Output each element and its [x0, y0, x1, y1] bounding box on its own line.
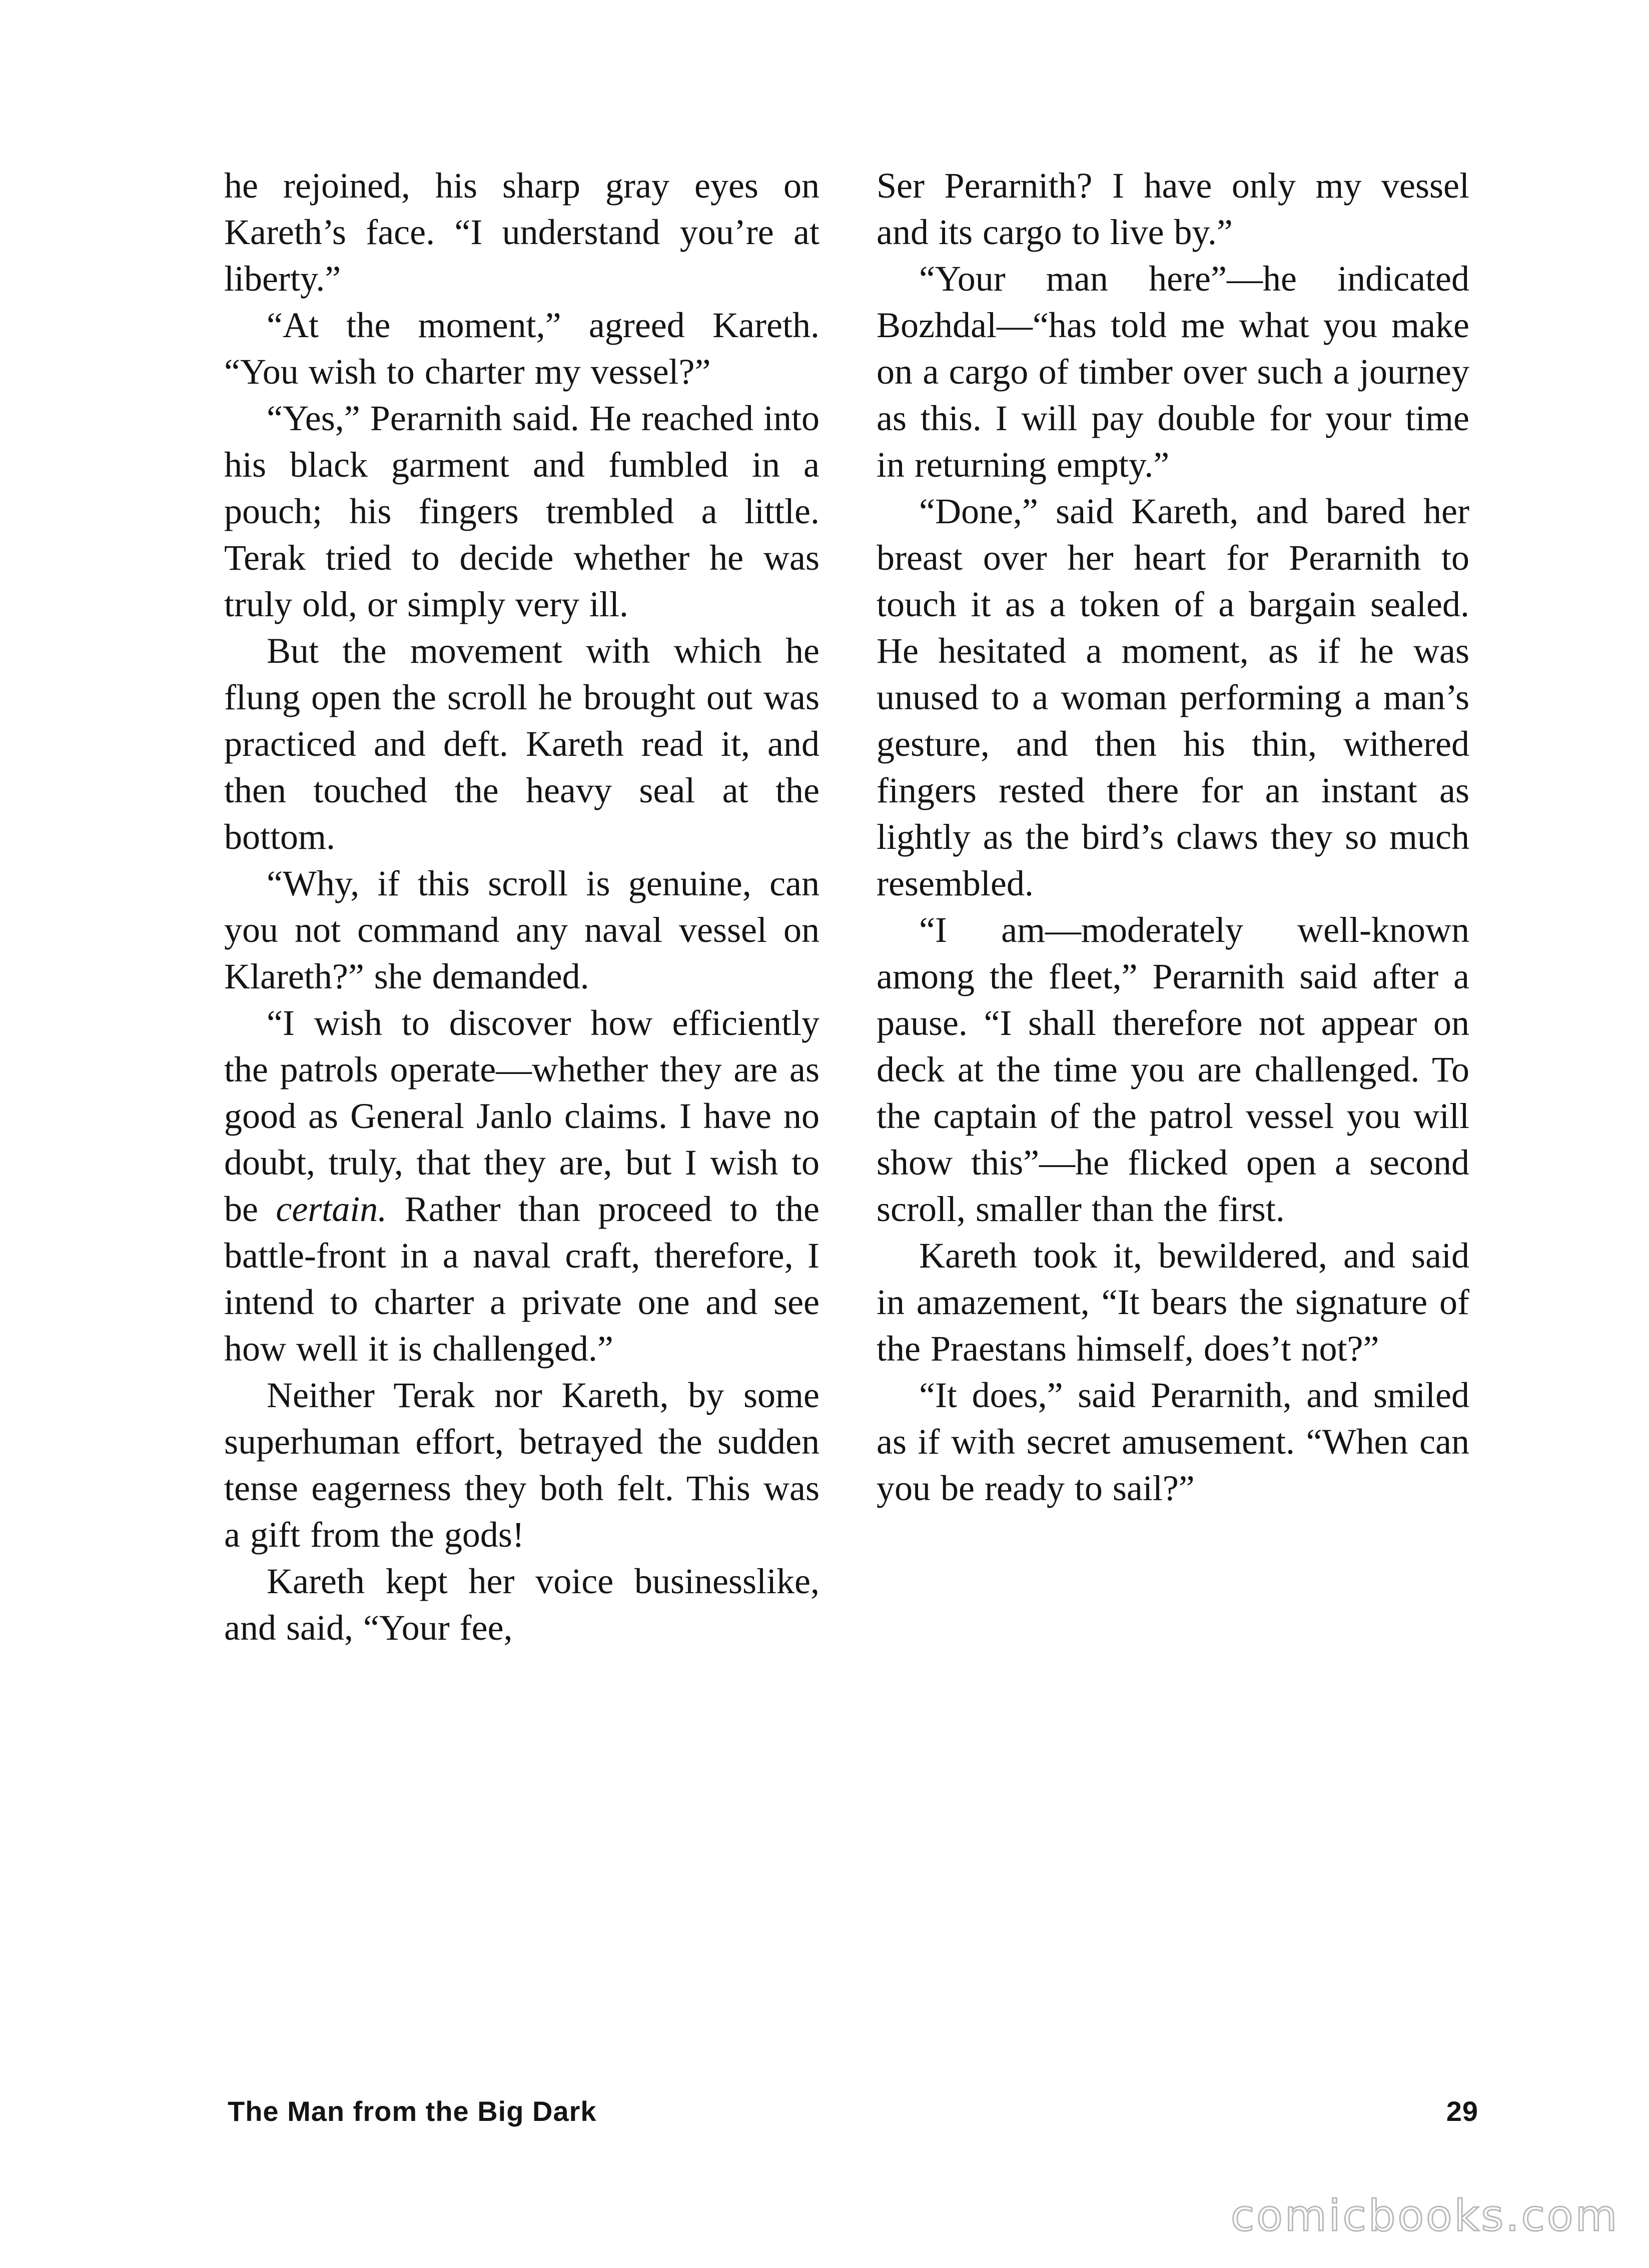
paragraph	[224, 1000, 819, 1372]
right-text-column	[877, 163, 1469, 1512]
paragraph: But the movement with which he flung open the scroll he brought out was practiced and deft. Kareth read it, and then touched the heavy seal at the bottom.	[224, 631, 819, 857]
watermark: comicbooks.com	[1231, 2191, 1619, 2241]
paragraph: Kareth took it, bewildered, and said in amazement, “It bears the signature of the Praestans himself, does’t not?”	[877, 1236, 1469, 1369]
paragraph: “I am—moderately well-known among the fleet,” Perarnith said after a pause. “I shall therefore not appear on deck at the time you are challenged. To the captain of the patrol vessel you will show this”—he flicked open a second scroll, smaller than the first.	[877, 910, 1469, 1229]
page-footer	[228, 2095, 1478, 2140]
paragraph: “Done,” said Kareth, and bared her breast over her heart for Perarnith to touch it as a token of a bargain sealed. He hesitated a moment, as if he was unused to a woman performing a man’s gesture, and then his thin, withered fingers rested there for an instant as lightly as the bird’s claws they so much resembled.	[877, 491, 1469, 903]
paragraph: “Your man here”—he indicated Bozhdal—“has told me what you make on a cargo of timber over such a journey as this. I will pay double for your time in returning empty.”	[877, 259, 1469, 485]
page-number: 29	[1446, 2095, 1478, 2127]
paragraph-text: “I wish to discover how efficiently the patrols operate—whether they are as good as General Janlo claims. I have no doubt, truly, that they are, but I wish to be	[224, 1003, 819, 1229]
paragraph: “Yes,” Perarnith said. He reached into his black garment and fumbled in a pouch; his fingers trembled a little. Terak tried to decide whether he was truly old, or simply very ill.	[224, 398, 819, 624]
running-title: The Man from the Big Dark	[228, 2095, 597, 2127]
paragraph: “It does,” said Perarnith, and smiled as if with secret amusement. “When can you be ready to sail?”	[877, 1375, 1469, 1508]
paragraph: Ser Perarnith? I have only my vessel and its cargo to live by.”	[877, 166, 1469, 252]
paragraph: “Why, if this scroll is genuine, can you not command any naval vessel on Klareth?” she demanded.	[224, 863, 819, 996]
left-text-column	[224, 163, 819, 1651]
paragraph: Neither Terak nor Kareth, by some superhuman effort, betrayed the sudden tense eagerness they both felt. This was a gift from the gods!	[224, 1375, 819, 1555]
paragraph: Kareth kept her voice businesslike, and said, “Your fee,	[224, 1561, 819, 1648]
paragraph: he rejoined, his sharp gray eyes on Kareth’s face. “I understand you’re at liberty.”	[224, 166, 819, 299]
emphasized-word: certain.	[276, 1189, 387, 1229]
paragraph: “At the moment,” agreed Kareth. “You wish to charter my vessel?”	[224, 305, 819, 392]
paragraph-text: Rather than proceed to the battle-front in a naval craft, therefore, I intend to charter a private one and see how well it is challenged.”	[224, 1189, 819, 1369]
